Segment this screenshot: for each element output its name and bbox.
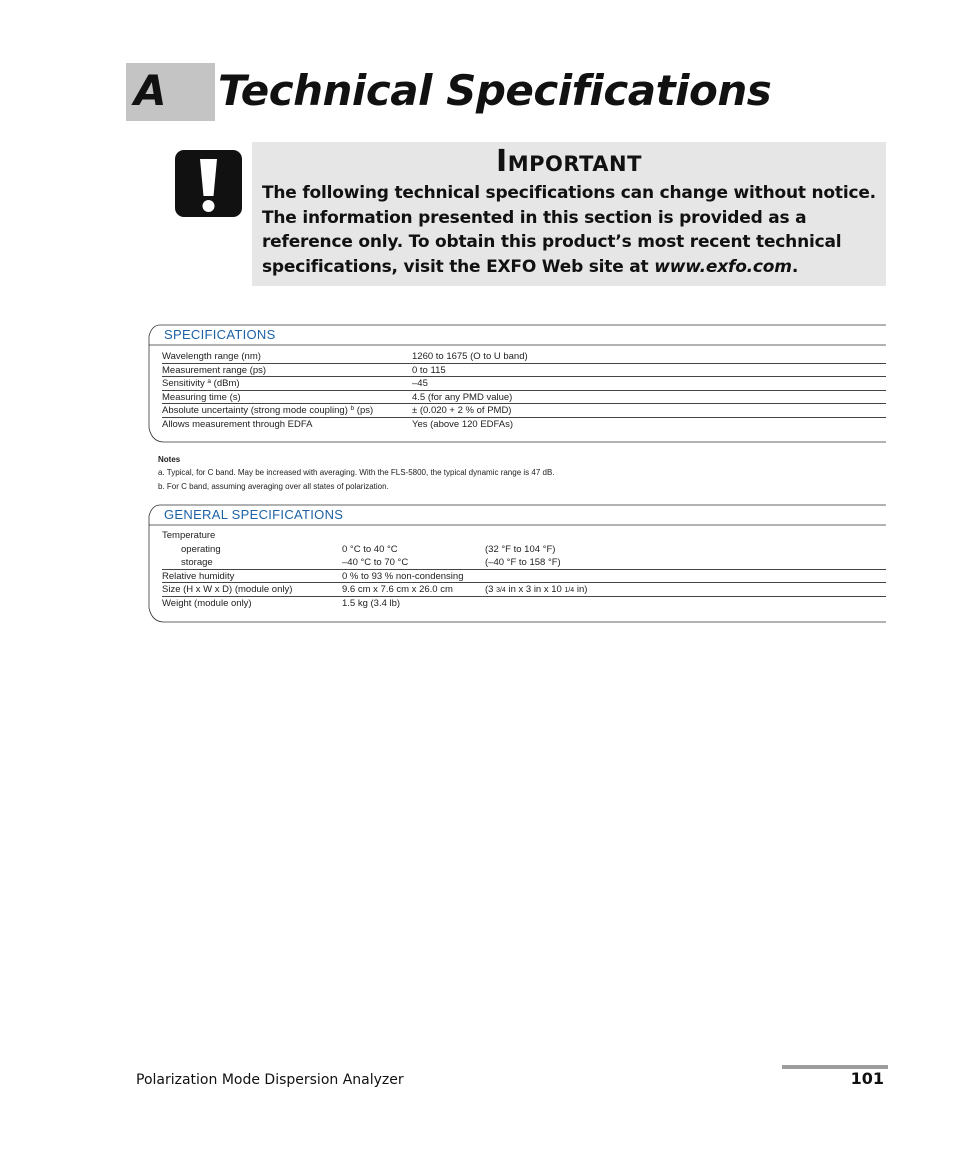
spec-label	[162, 377, 240, 391]
spec-label: Temperature	[162, 530, 216, 541]
size-imperial-part: (3	[485, 584, 497, 596]
spec-label: Size (H x W x D) (module only)	[162, 584, 293, 596]
specifications-rows	[162, 350, 886, 432]
chapter-letter: A	[134, 66, 167, 115]
spec-value-imperial: (–40 °F to 158 °F)	[485, 557, 561, 569]
spec-label: Allows measurement through EDFA	[162, 418, 313, 430]
table-row	[162, 583, 886, 597]
size-fraction: 3/4	[496, 587, 506, 595]
footer-title: Polarization Mode Dispersion Analyzer	[136, 1072, 404, 1088]
spec-label: operating	[181, 543, 221, 555]
general-specifications-table	[148, 504, 886, 624]
spec-value: Yes (above 120 EDFAs)	[412, 418, 514, 430]
spec-label: Relative humidity	[162, 570, 235, 582]
spec-label: Measurement range (ps)	[162, 364, 267, 376]
table-row	[162, 391, 886, 405]
specifications-title: SPECIFICATIONS	[164, 327, 276, 342]
spec-label-unit: (ps)	[354, 405, 374, 417]
page-number: 101	[850, 1069, 884, 1088]
notes	[158, 453, 858, 494]
table-row	[162, 377, 886, 391]
important-notice	[252, 142, 886, 286]
size-fraction: 1/4	[564, 587, 575, 595]
spec-value: –45	[412, 378, 428, 390]
table-row	[162, 350, 886, 364]
specifications-table	[148, 324, 886, 444]
size-imperial-part: in x 3 in x 10	[505, 584, 565, 596]
spec-value: –40 °C to 70 °C	[342, 557, 409, 569]
spec-value: 1.5 kg (3.4 lb)	[342, 597, 401, 609]
important-body: The following technical specifications can change without notice. The information presented in this section is provided as a reference only. To obtain this product’s most recent technical specifications, visit the EXFO Web site at	[262, 183, 876, 277]
footnote-marker: a	[207, 378, 212, 386]
footnote-marker: b	[350, 405, 355, 413]
spec-value: 9.6 cm x 7.6 cm x 26.0 cm	[342, 584, 453, 596]
spec-value-imperial: (32 °F to 104 °F)	[485, 543, 556, 555]
important-text-end: .	[791, 256, 799, 277]
spec-value: 0 °C to 40 °C	[342, 543, 398, 555]
note-item: b. For C band, assuming averaging over all states of polarization.	[158, 482, 389, 491]
chapter-title: Technical Specifications	[218, 66, 772, 115]
table-row	[162, 570, 886, 584]
spec-label-text: Sensitivity	[162, 378, 205, 390]
spec-label: storage	[181, 557, 213, 569]
spec-value: 0 to 115	[412, 364, 446, 376]
spec-label	[162, 404, 373, 418]
size-imperial-part: in)	[574, 584, 588, 596]
notes-heading: Notes	[158, 455, 181, 464]
spec-value: 0 % to 93 % non-condensing	[342, 570, 464, 582]
exfo-website-link[interactable]: www.exfo.com	[654, 256, 792, 277]
spec-value: ± (0.020 + 2 % of PMD)	[412, 405, 512, 417]
table-row	[162, 529, 886, 543]
table-row	[162, 543, 886, 557]
general-specifications-rows	[162, 529, 886, 611]
spec-value-imperial	[485, 583, 587, 598]
spec-label-text: Absolute uncertainty (strong mode coupling)	[162, 405, 348, 417]
table-row	[162, 404, 886, 418]
exclamation-icon	[175, 150, 242, 217]
spec-label: Weight (module only)	[162, 597, 252, 609]
spec-label: Measuring time (s)	[162, 391, 241, 403]
general-specifications-title: GENERAL SPECIFICATIONS	[164, 507, 344, 522]
table-row	[162, 597, 886, 611]
spec-label-unit: (dBm)	[211, 378, 240, 390]
table-row	[162, 364, 886, 378]
spec-label: Wavelength range (nm)	[162, 351, 261, 362]
spec-value: 1260 to 1675 (O to U band)	[412, 351, 528, 362]
table-row	[162, 556, 886, 570]
important-text	[262, 181, 882, 279]
important-heading: Important	[496, 144, 642, 179]
note-item: a. Typical, for C band. May be increased with averaging. With the FLS-5800, the typical dynamic range is 47 dB.	[158, 468, 555, 477]
table-row	[162, 418, 886, 432]
spec-value: 4.5 (for any PMD value)	[412, 391, 513, 403]
